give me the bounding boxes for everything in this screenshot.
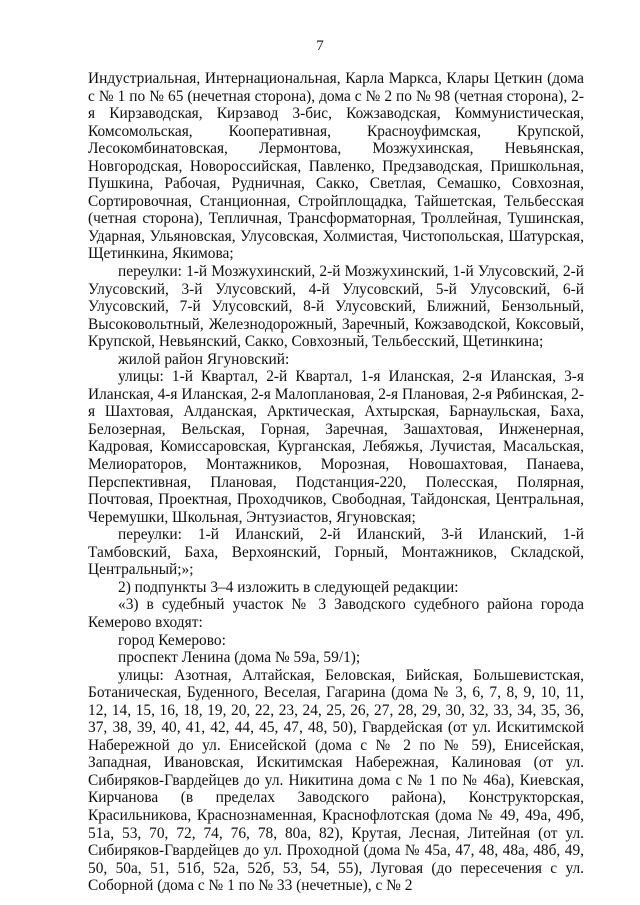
paragraph-lenin-avenue: проспект Ленина (дома № 59а, 59/1);	[118, 649, 361, 667]
paragraph-district-3-streets: улицы: Азотная, Алтайская, Беловская, Бийская, Большевистская, Ботаническая, Буденного, Веселая, Гагарина (дома № 3, 6, 7, 8, 9, 10, 11, 12, 14, 15, 16, 18, 19, 20, 22, 23, 24, 25, 26, 27, 28, 29, 30, 32, 33, 34, 35, 36, 37, 38, 39, 40, 41, 42, 44, 45, 47, 48, 50), Гвардейская (от ул. Искитимской Набережной до ул. Енисейской (дома с № 2 по № 59), Енисейская, Западная, Ивановская, Искитимская Набережная, Калиновая (от ул. Сибиряков-Гвардейцев до ул. Никитина дома с № 1 по № 46а), Киевская, Кирчанова (в пределах Заводского района), Конструкторская, Красильникова, Краснознаменная, Краснофлотская (дома № 49, 49а, 49б, 51а, 53, 70, 72, 74, 76, 78, 80а, 82), Крутая, Лесная, Литейная (от ул. Сибиряков-Гвардейцев до ул. Проходной (дома № 45а, 47, 48, 48а, 48б, 49, 50, 50а, 51, 51б, 52а, 52б, 53, 54, 55), Луговая (до пересечения с ул. Соборной (дома с № 1 по № 33 (нечетные), с № 2	[88, 666, 584, 895]
page-number: 7	[316, 38, 324, 54]
paragraph-subpoints-amendment: 2) подпункты 3–4 изложить в следующей редакции:	[118, 578, 459, 596]
paragraph-district-yagunovsky: жилой район Ягуновский:	[118, 350, 290, 368]
paragraph-city: город Кемерово:	[118, 631, 226, 649]
paragraph-court-district-3: «3) в судебный участок № 3 Заводского судебного района города Кемерово входят:	[88, 596, 584, 631]
paragraph-street-list-continuation: Индустриальная, Интернациональная, Карла Маркса, Клары Цеткин (дома с № 1 по № 65 (нечетная сторона), дома с № 2 по № 98 (четная сторона), 2-я Кирзаводская, Кирзавод 3-бис, Кожзаводская, Коммунистическая, Комсомольская, Кооперативная, Красноуфимская, Крупской, Лесокомбинатовская, Лермонтова, Мозжухинская, Невьянская, Новгородская, Новороссийская, Павленко, Предзаводская, Пришкольная, Пушкина, Рабочая, Рудничная, Сакко, Светлая, Семашко, Совхозная, Сортировочная, Станционная, Стройплощадка, Тайшетская, Тельбесская (четная сторона), Тепличная, Трансформаторная, Троллейная, Тушинская, Ударная, Ульяновская, Улусовская, Холмистая, Чистопольская, Шатурская, Щетинкина, Якимова;	[88, 70, 584, 263]
paragraph-yagunovsky-streets: улицы: 1-й Квартал, 2-й Квартал, 1-я Иланская, 2-я Иланская, 3-я Иланская, 4-я Иланская, 2-я Малоплановая, 2-я Плановая, 2-я Рябинская, 2-я Шахтовая, Алданская, Арктическая, Ахтырская, Барнаульская, Баха, Белозерная, Вельская, Горная, Заречная, Зашахтовая, Инженерная, Кадровая, Комиссаровская, Курганская, Лебяжья, Лучистая, Масальская, Мелиораторов, Монтажников, Морозная, Новошахтовая, Панаева, Перспективная, Плановая, Подстанция-220, Полесская, Полярная, Почтовая, Проектная, Проходчиков, Свободная, Тайдонская, Центральная, Черемушки, Школьная, Энтузиастов, Ягуновская;	[88, 368, 584, 526]
paragraph-yagunovsky-lanes: переулки: 1-й Иланский, 2-й Иланский, 3-й Иланский, 1-й Тамбовский, Баха, Верхоянский, Горный, Монтажников, Складской, Центральный;»;	[88, 526, 584, 579]
document-body	[88, 70, 584, 895]
paragraph-lanes: переулки: 1-й Мозжухинский, 2-й Мозжухинский, 1-й Улусовский, 2-й Улусовский, 3-й Улусовский, 4-й Улусовский, 5-й Улусовский, 6-й Улусовский, 7-й Улусовский, 8-й Улусовский, Ближний, Бензольный, Высоковольтный, Железнодорожный, Заречный, Кожзаводской, Коксовый, Крупской, Невьянский, Сакко, Совхозный, Тельбесский, Щетинкина;	[88, 263, 584, 351]
